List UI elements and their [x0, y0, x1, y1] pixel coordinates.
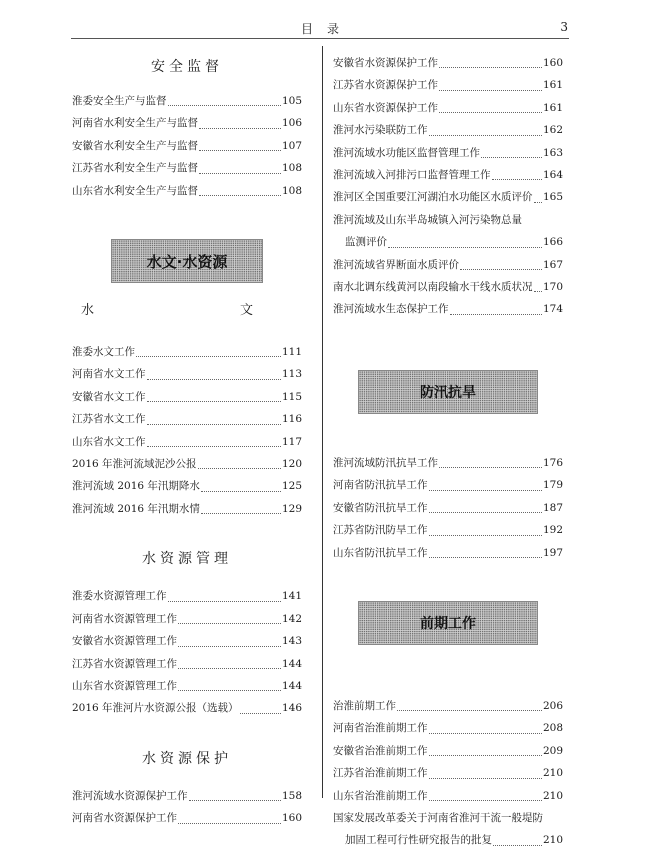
toc-entry-page: 144 [281, 679, 302, 692]
toc-entry-page: 210 [542, 789, 563, 802]
dot-leader [189, 799, 281, 801]
dot-leader [199, 194, 281, 196]
toc-entry-page: 167 [542, 258, 563, 271]
toc-entry [333, 276, 563, 298]
toc-entry [72, 697, 302, 719]
toc-entry-title: 淮河流域防汛抗旱工作 [333, 456, 438, 469]
toc-entry-page: 113 [281, 368, 302, 381]
toc-entry-page: 108 [281, 162, 302, 175]
toc-entry-title: 山东省水利安全生产与监督 [72, 184, 198, 197]
column-divider [322, 46, 323, 798]
toc-entry [72, 341, 302, 363]
dot-leader [429, 534, 542, 536]
right-column [333, 52, 563, 852]
toc-list-water-resource-protection [72, 785, 302, 830]
toc-entry [72, 90, 302, 112]
section-banner-flood-drought: 防汛抗旱 [358, 370, 538, 414]
toc-entry-page: 210 [542, 767, 563, 780]
dot-leader [429, 134, 542, 136]
toc-entry [72, 157, 302, 179]
toc-entry-title: 南水北调东线黄河以南段输水干线水质状况 [333, 281, 533, 294]
toc-entry-title: 安徽省水资源保护工作 [333, 57, 438, 69]
toc-entry [72, 785, 302, 807]
toc-entry-page: 120 [281, 458, 302, 471]
toc-entry [333, 142, 563, 164]
toc-entry-title: 安徽省水文工作 [72, 390, 146, 403]
dot-leader [534, 290, 542, 292]
dot-leader [429, 511, 542, 513]
toc-entry [72, 408, 302, 430]
toc-entry-page: 115 [281, 390, 302, 403]
toc-entry-page: 158 [281, 789, 302, 802]
toc-entry-page: 176 [542, 456, 563, 469]
toc-entry-title: 安徽省水资源管理工作 [72, 635, 177, 648]
dot-leader [199, 149, 281, 151]
toc-entry-page: 116 [281, 413, 302, 426]
dot-leader [429, 732, 542, 734]
toc-entry-page: 165 [542, 191, 563, 204]
dot-leader [493, 844, 542, 846]
toc-entry [333, 231, 563, 253]
toc-entry [333, 452, 563, 474]
dot-leader [147, 423, 281, 425]
toc-entry [333, 52, 563, 74]
toc-entry-title: 淮委水资源管理工作 [72, 590, 167, 603]
dot-leader [178, 689, 281, 691]
toc-list-water-resource-management [72, 585, 302, 719]
toc-entry [333, 254, 563, 276]
toc-list-flood-drought [333, 452, 563, 564]
toc-entry-page: 174 [542, 303, 563, 316]
toc-entry [333, 298, 563, 320]
toc-entry-title: 江苏省水文工作 [72, 413, 146, 426]
toc-entry-title: 2016 年淮河流域泥沙公报 [72, 458, 197, 471]
toc-entry [333, 717, 563, 739]
toc-entry [72, 135, 302, 157]
dot-leader [388, 246, 542, 248]
dot-leader [439, 111, 542, 113]
toc-entry-title: 江苏省治淮前期工作 [333, 767, 428, 780]
toc-entry-title: 河南省水文工作 [72, 368, 146, 381]
toc-entry-title: 江苏省水资源保护工作 [333, 79, 438, 92]
toc-entry-title: 山东省水资源保护工作 [333, 101, 438, 114]
toc-entry-page: 160 [542, 57, 563, 69]
toc-entry-page: 192 [542, 524, 563, 537]
toc-entry [333, 695, 563, 717]
dot-leader [460, 268, 542, 270]
dot-leader [168, 104, 281, 106]
toc-entry [72, 585, 302, 607]
dot-leader [429, 799, 542, 801]
toc-entry-title: 淮河流域水资源保护工作 [72, 789, 188, 802]
header-rule [71, 38, 569, 39]
toc-entry-title: 治淮前期工作 [333, 699, 396, 712]
dot-leader [240, 712, 281, 714]
toc-entry-title: 淮河流域水生态保护工作 [333, 303, 449, 316]
dot-leader [178, 622, 281, 624]
toc-entry [72, 675, 302, 697]
dot-leader [439, 466, 542, 468]
toc-entry [333, 186, 563, 208]
section-banner-hydrology: 水文·水资源 [111, 239, 263, 283]
toc-entry [72, 363, 302, 385]
toc-entry [72, 180, 302, 202]
toc-entry [333, 74, 563, 96]
toc-list-water-resource-protection-cont [333, 52, 563, 321]
toc-entry-page: 166 [542, 236, 563, 249]
toc-entry-title: 江苏省防汛防旱工作 [333, 524, 428, 537]
section-title-water-resource-protection: 水资源保护 [142, 750, 232, 767]
toc-entry-page: 161 [542, 101, 563, 114]
toc-entry-page: 163 [542, 146, 563, 159]
dot-leader [168, 600, 281, 602]
dot-leader [429, 489, 542, 491]
page-number: 3 [560, 20, 568, 34]
toc-entry-title: 山东省水文工作 [72, 435, 146, 448]
toc-entry-title: 山东省防汛抗旱工作 [333, 546, 428, 559]
toc-entry-page: 210 [542, 834, 563, 847]
toc-entry-title-line: 国家发展改革委关于河南省淮河干流一般堤防 [333, 811, 543, 824]
dot-leader [397, 709, 542, 711]
toc-entry-page: 197 [542, 546, 563, 559]
header-title: 目录 [300, 22, 353, 36]
toc-entry-title: 加固工程可行性研究报告的批复 [345, 834, 492, 847]
toc-entry [72, 112, 302, 134]
toc-entry [72, 453, 302, 475]
toc-entry-page: 117 [281, 435, 302, 448]
dot-leader [198, 467, 281, 469]
toc-entry [72, 431, 302, 453]
toc-entry-title: 淮河水污染联防工作 [333, 124, 428, 137]
toc-entry-page: 162 [542, 124, 563, 137]
toc-list-safety [72, 90, 302, 202]
dot-leader [429, 754, 542, 756]
toc-entry-page: 187 [542, 501, 563, 514]
toc-entry [72, 498, 302, 520]
toc-list-hydrology [72, 341, 302, 520]
toc-entry-page: 129 [281, 502, 302, 515]
toc-entry-title: 河南省防汛抗旱工作 [333, 479, 428, 492]
toc-entry [72, 386, 302, 408]
toc-entry-page: 143 [281, 635, 302, 648]
dot-leader [147, 400, 281, 402]
dot-leader [178, 822, 281, 824]
toc-entry-page: 160 [281, 812, 302, 825]
dot-leader [201, 490, 281, 492]
toc-entry-page: 106 [281, 117, 302, 130]
toc-entry [333, 762, 563, 784]
dot-leader [147, 378, 281, 380]
toc-entry-page: 170 [542, 281, 563, 294]
toc-entry [72, 807, 302, 829]
toc-entry [333, 542, 563, 564]
section-title-water-resource-management: 水资源管理 [142, 551, 232, 568]
toc-entry [72, 653, 302, 675]
toc-entry-title: 山东省水资源管理工作 [72, 679, 177, 692]
toc-entry-title: 淮河流域入河排污口监督管理工作 [333, 169, 491, 182]
toc-entry-page: 146 [281, 702, 302, 715]
toc-entry-page: 111 [281, 346, 302, 359]
toc-entry-page: 108 [281, 184, 302, 197]
toc-entry-title: 淮委水文工作 [72, 346, 135, 359]
toc-entry-title: 淮河流域 2016 年汛期水情 [72, 502, 200, 515]
toc-entry-page: 164 [542, 169, 563, 182]
toc-entry [333, 785, 563, 807]
toc-entry-title: 淮河流域省界断面水质评价 [333, 258, 459, 271]
toc-entry [333, 119, 563, 141]
toc-entry-title: 淮河流域 2016 年汛期降水 [72, 480, 200, 493]
toc-entry-title: 淮河区全国重要江河湖泊水功能区水质评价 [333, 191, 533, 204]
toc-entry-title: 江苏省水利安全生产与监督 [72, 162, 198, 175]
toc-entry-page: 206 [542, 699, 563, 712]
dot-leader [178, 667, 281, 669]
dot-leader [492, 178, 542, 180]
toc-entry [333, 497, 563, 519]
toc-entry-page: 141 [281, 590, 302, 603]
toc-entry-title: 河南省水利安全生产与监督 [72, 117, 198, 130]
toc-entry-title: 安徽省治淮前期工作 [333, 744, 428, 757]
toc-entry-page: 125 [281, 480, 302, 493]
dot-leader [178, 645, 281, 647]
toc-entry-page: 105 [281, 95, 302, 107]
toc-entry-page: 208 [542, 722, 563, 735]
dot-leader [534, 201, 542, 203]
toc-entry-title: 山东省治淮前期工作 [333, 789, 428, 802]
section-title-safety: 安全监督 [151, 59, 223, 75]
toc-entry [72, 608, 302, 630]
left-column [72, 56, 302, 830]
toc-entry-title: 安徽省水利安全生产与监督 [72, 139, 198, 152]
toc-entry [333, 97, 563, 119]
dot-leader [429, 777, 542, 779]
dot-leader [201, 512, 281, 514]
dot-leader [199, 172, 281, 174]
toc-entry-page: 142 [281, 612, 302, 625]
toc-entry-title: 监测评价 [345, 236, 387, 249]
toc-entry-title: 河南省水资源管理工作 [72, 612, 177, 625]
toc-entry-page: 209 [542, 744, 563, 757]
section-banner-preliminary-work: 前期工作 [358, 601, 538, 645]
dot-leader [439, 89, 542, 91]
toc-entry-page: 144 [281, 657, 302, 670]
toc-entry-title: 安徽省防汛抗旱工作 [333, 501, 428, 514]
dot-leader [199, 127, 281, 129]
dot-leader [450, 313, 542, 315]
section-title-hydrology: 水 文 [80, 303, 293, 319]
toc-entry-title: 淮委安全生产与监督 [72, 95, 167, 107]
toc-entry [333, 829, 563, 851]
toc-entry-page: 179 [542, 479, 563, 492]
toc-entry-page: 107 [281, 139, 302, 152]
toc-entry [333, 519, 563, 541]
toc-entry-title: 江苏省水资源管理工作 [72, 657, 177, 670]
toc-entry-title: 河南省水资源保护工作 [72, 812, 177, 825]
toc-entry-title-line: 淮河流域及山东半岛城镇入河污染物总量 [333, 213, 522, 226]
toc-entry [333, 164, 563, 186]
dot-leader [136, 355, 281, 357]
dot-leader [481, 156, 542, 158]
toc-entry [333, 740, 563, 762]
toc-list-preliminary-work [333, 695, 563, 852]
toc-entry-title: 2016 年淮河片水资源公报（选载） [72, 702, 239, 715]
toc-entry [72, 630, 302, 652]
toc-entry-page: 161 [542, 79, 563, 92]
toc-entry [72, 475, 302, 497]
dot-leader [439, 66, 542, 68]
toc-entry-title: 河南省治淮前期工作 [333, 722, 428, 735]
toc-entry-title: 淮河流域水功能区监督管理工作 [333, 146, 480, 159]
dot-leader [429, 556, 542, 558]
toc-entry [333, 474, 563, 496]
dot-leader [147, 445, 281, 447]
